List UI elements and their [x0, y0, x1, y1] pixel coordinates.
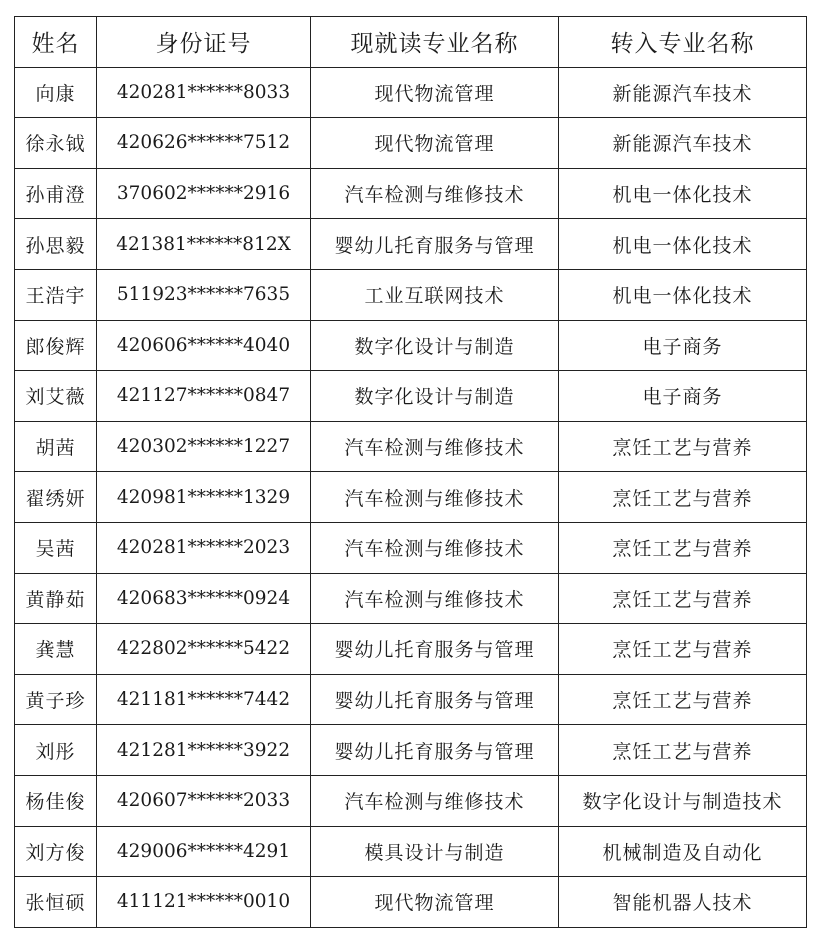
header-id-number: 身份证号 [97, 17, 311, 68]
cell-student-name: 孙思毅 [15, 219, 97, 270]
cell-target-major: 机电一体化技术 [559, 219, 807, 270]
cell-target-major: 新能源汽车技术 [559, 118, 807, 169]
table-row [15, 472, 807, 523]
cell-current-major: 汽车检测与维修技术 [311, 472, 559, 523]
cell-current-major: 汽车检测与维修技术 [311, 421, 559, 472]
cell-target-major: 智能机器人技术 [559, 877, 807, 928]
cell-target-major: 烹饪工艺与营养 [559, 674, 807, 725]
table-row [15, 371, 807, 422]
cell-id-number: 511923******7635 [97, 269, 311, 320]
cell-student-name: 张恒硕 [15, 877, 97, 928]
table-row [15, 320, 807, 371]
cell-target-major: 电子商务 [559, 320, 807, 371]
cell-target-major: 烹饪工艺与营养 [559, 522, 807, 573]
cell-target-major: 烹饪工艺与营养 [559, 472, 807, 523]
table-row [15, 421, 807, 472]
transfer-student-table [14, 16, 807, 928]
table-header-row [15, 17, 807, 68]
cell-student-name: 吴茜 [15, 522, 97, 573]
cell-id-number: 421281******3922 [97, 725, 311, 776]
table-row [15, 118, 807, 169]
cell-student-name: 徐永钺 [15, 118, 97, 169]
cell-student-name: 翟绣妍 [15, 472, 97, 523]
cell-current-major: 汽车检测与维修技术 [311, 573, 559, 624]
table-row [15, 674, 807, 725]
cell-id-number: 420981******1329 [97, 472, 311, 523]
table-body [15, 67, 807, 927]
cell-id-number: 421181******7442 [97, 674, 311, 725]
table-row [15, 573, 807, 624]
cell-current-major: 现代物流管理 [311, 877, 559, 928]
cell-current-major: 现代物流管理 [311, 118, 559, 169]
cell-student-name: 黄静茹 [15, 573, 97, 624]
cell-student-name: 郎俊辉 [15, 320, 97, 371]
cell-target-major: 烹饪工艺与营养 [559, 573, 807, 624]
cell-id-number: 421127******0847 [97, 371, 311, 422]
cell-id-number: 411121******0010 [97, 877, 311, 928]
table-row [15, 775, 807, 826]
cell-target-major: 数字化设计与制造技术 [559, 775, 807, 826]
cell-id-number: 420607******2033 [97, 775, 311, 826]
header-name: 姓名 [15, 17, 97, 68]
cell-target-major: 烹饪工艺与营养 [559, 624, 807, 675]
cell-target-major: 机电一体化技术 [559, 168, 807, 219]
table-row [15, 269, 807, 320]
cell-id-number: 421381******812X [97, 219, 311, 270]
table-row [15, 168, 807, 219]
cell-current-major: 汽车检测与维修技术 [311, 775, 559, 826]
table-row [15, 826, 807, 877]
header-target-major: 转入专业名称 [559, 17, 807, 68]
cell-id-number: 420626******7512 [97, 118, 311, 169]
cell-current-major: 婴幼儿托育服务与管理 [311, 624, 559, 675]
cell-student-name: 胡茜 [15, 421, 97, 472]
cell-current-major: 婴幼儿托育服务与管理 [311, 725, 559, 776]
cell-student-name: 王浩宇 [15, 269, 97, 320]
cell-current-major: 婴幼儿托育服务与管理 [311, 219, 559, 270]
cell-id-number: 420683******0924 [97, 573, 311, 624]
table-row [15, 522, 807, 573]
cell-student-name: 杨佳俊 [15, 775, 97, 826]
table-row [15, 725, 807, 776]
cell-id-number: 370602******2916 [97, 168, 311, 219]
cell-target-major: 电子商务 [559, 371, 807, 422]
table-row [15, 219, 807, 270]
table-row [15, 877, 807, 928]
cell-student-name: 刘方俊 [15, 826, 97, 877]
cell-current-major: 数字化设计与制造 [311, 320, 559, 371]
cell-id-number: 420302******1227 [97, 421, 311, 472]
cell-target-major: 机电一体化技术 [559, 269, 807, 320]
cell-current-major: 数字化设计与制造 [311, 371, 559, 422]
cell-student-name: 刘彤 [15, 725, 97, 776]
table-row [15, 624, 807, 675]
header-current-major: 现就读专业名称 [311, 17, 559, 68]
cell-current-major: 工业互联网技术 [311, 269, 559, 320]
cell-student-name: 龚慧 [15, 624, 97, 675]
cell-target-major: 机械制造及自动化 [559, 826, 807, 877]
cell-current-major: 汽车检测与维修技术 [311, 168, 559, 219]
cell-id-number: 429006******4291 [97, 826, 311, 877]
cell-target-major: 新能源汽车技术 [559, 67, 807, 118]
cell-id-number: 420281******8033 [97, 67, 311, 118]
cell-id-number: 420281******2023 [97, 522, 311, 573]
cell-student-name: 孙甫澄 [15, 168, 97, 219]
cell-current-major: 模具设计与制造 [311, 826, 559, 877]
cell-current-major: 现代物流管理 [311, 67, 559, 118]
table-row [15, 67, 807, 118]
cell-id-number: 420606******4040 [97, 320, 311, 371]
cell-current-major: 婴幼儿托育服务与管理 [311, 674, 559, 725]
cell-current-major: 汽车检测与维修技术 [311, 522, 559, 573]
cell-target-major: 烹饪工艺与营养 [559, 725, 807, 776]
cell-id-number: 422802******5422 [97, 624, 311, 675]
cell-student-name: 刘艾薇 [15, 371, 97, 422]
cell-student-name: 向康 [15, 67, 97, 118]
cell-student-name: 黄子珍 [15, 674, 97, 725]
cell-target-major: 烹饪工艺与营养 [559, 421, 807, 472]
